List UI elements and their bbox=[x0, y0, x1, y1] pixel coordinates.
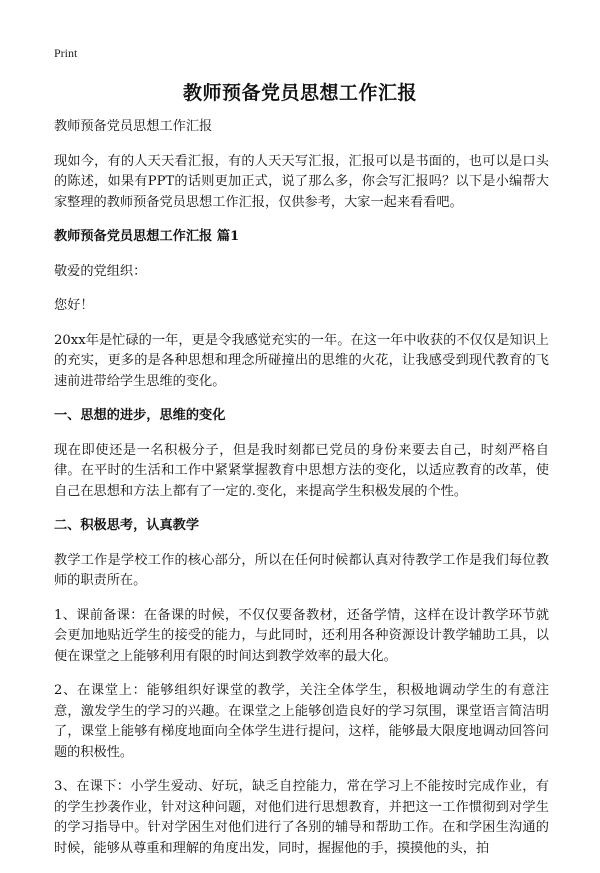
paragraph-2: 现在即使还是一名积极分子，但是我时刻都已党员的身份来要去自己，时刻严格自律。在平时的生活和工作中紧紧掌握教育中思想方法的变化，以适应教育的改革，使自己在思想和方法上都有了一定的.变化，来提高学生积极发展的个性。 bbox=[54, 442, 549, 499]
page-title: 教师预备党员思想工作汇报 bbox=[182, 82, 417, 104]
list-item-3: 3、在课下：小学生爱动、好玩，缺乏自控能力，常在学习上不能按时完成作业，有的学生抄袭作业，针对这种问题，对他们进行思想教育，并把这一工作惯彻到对学生的学习指导中。针对学困生对他们进行了各别的辅导和帮助工作。在和学困生沟通的时候，能够从尊重和理解的角度出发，同时，握握他的手，摸摸他的头，拍 bbox=[54, 779, 549, 856]
paragraph-1: 20xx年是忙碌的一年，更是令我感觉充实的一年。在这一年中收获的不仅仅是知识上的充实，更多的是各种思想和理念所碰撞出的思维的火花，让我感受到现代教育的飞速前进带给学生思维的变化。 bbox=[54, 332, 549, 389]
article-body bbox=[54, 117, 549, 873]
greeting: 您好！ bbox=[54, 298, 94, 313]
salutation: 敬爱的党组织： bbox=[54, 263, 147, 279]
intro-paragraph: 现如今，有的人天天看汇报，有的人天天写汇报，汇报可以是书面的，也可以是口头的陈述，如果有PPT的话则更加正式，说了那么多，你会写汇报吗？以下是小编帮大家整理的教师预备党员思想工作汇报，仅供参考，大家一起来看看吧。 bbox=[54, 153, 549, 210]
list-item-2: 2、在课堂上：能够组织好课堂的教学，关注全体学生，积极地调动学生的有意注意，激发学生的学习的兴趣。在课堂之上能够创造良好的学习氛围，课堂语言简洁明了，课堂上能够有梯度地面向全体学生进行提问，这样，能够最大限度地调动回答问题的积极性。 bbox=[54, 683, 549, 760]
heading-1: 一、思想的进步，思维的变化 bbox=[54, 408, 226, 423]
section-title: 教师预备党员思想工作汇报 篇1 bbox=[54, 229, 240, 244]
paragraph-3: 教学工作是学校工作的核心部分，所以在任何时候都认真对待教学工作是我们每位教师的职责所在。 bbox=[54, 552, 549, 588]
list-item-1: 1、课前备课：在备课的时候，不仅仅要备教材，还备学情，这样在设计教学环节就会更加地贴近学生的接受的能力，与此同时，还利用各种资源设计教学辅助工具，以便在课堂之上能够利用有限的时间达到教学效率的最大化。 bbox=[54, 607, 549, 664]
subtitle-text: 教师预备党员思想工作汇报 bbox=[54, 119, 213, 134]
print-link[interactable]: Print bbox=[54, 46, 78, 60]
heading-2: 二、积极思考，认真教学 bbox=[54, 518, 200, 533]
